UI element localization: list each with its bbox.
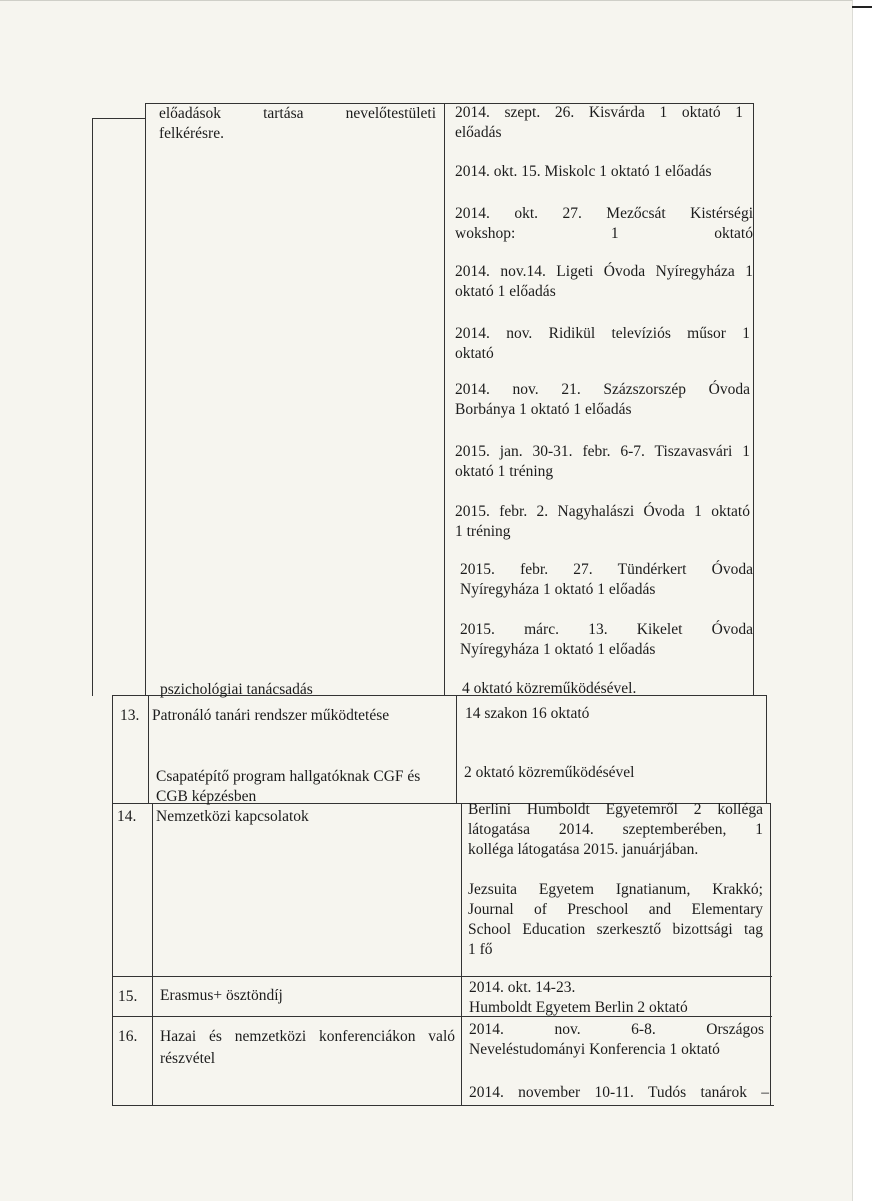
detail-summary: 2 oktató közreműködésével <box>464 764 635 781</box>
table-rule <box>753 103 754 696</box>
table-rule <box>456 695 457 803</box>
detail-entry: 2014. szept. 26. Kisvárda 1 oktató 1 előadás <box>455 104 743 141</box>
row-number: 16. <box>118 1028 138 1045</box>
row-number: 15. <box>118 988 138 1005</box>
detail-entry: 2015. jan. 30-31. febr. 6-7. Tiszavasvári 1 oktató 1 tréning <box>455 443 750 480</box>
detail-entry: Jezsuita Egyetem Ignatianum, Krakkó; Journal of Preschool and Elementary School Education szerkesztő bizottsági tag 1 fő <box>468 881 763 958</box>
row-details: 14 szakon 16 oktató <box>465 705 590 722</box>
detail-summary: 4 oktató közreműködésével. <box>462 680 637 697</box>
row-activity: Hazai és nemzetközi konferenciákon való részvétel <box>160 1028 455 1067</box>
table-rule <box>92 118 145 119</box>
detail-entry: 2014. okt. 15. Miskolc 1 oktató 1 előadás <box>455 163 712 180</box>
table-rule <box>152 803 153 1106</box>
detail-entry: 2015. márc. 13. Kikelet Óvoda Nyíregyháza 1 oktató 1 előadás <box>460 621 753 658</box>
table-rule <box>112 1105 774 1106</box>
table-rule <box>112 976 772 977</box>
table-rule <box>145 103 146 696</box>
row-activity: Erasmus+ ösztöndíj <box>160 987 283 1004</box>
table-rule <box>444 103 445 696</box>
row-number: 14. <box>117 808 137 825</box>
detail-entry: 2015. febr. 2. Nagyhalászi Óvoda 1 oktató 1 tréning <box>455 503 750 540</box>
table-rule <box>766 695 767 803</box>
table-rule <box>112 695 113 1106</box>
row-activity-extra: Csapatépítő program hallgatóknak CGF és CGB képzésben <box>156 768 421 805</box>
detail-entry: 2014. nov.14. Ligeti Óvoda Nyíregyháza 1 oktató 1 előadás <box>455 263 753 300</box>
activity-line: előadások tartása nevelőtestületi <box>159 105 436 122</box>
activity-line: felkérésre. <box>159 125 224 142</box>
table-rule <box>461 803 462 1106</box>
row-activity-extra: pszichológiai tanácsadás <box>160 681 313 698</box>
detail-entry: 2014. nov. 21. Százszorszép Óvoda Borbánya 1 oktató 1 előadás <box>455 381 750 418</box>
table-rule <box>148 695 149 803</box>
table-rule <box>92 118 93 696</box>
table-rule <box>770 803 771 1106</box>
detail-entry: 2014. nov. Ridikül televíziós műsor 1 oktató <box>455 325 750 362</box>
row-details: 2014. okt. 14-23. Humboldt Egyetem Berlin 2 oktató <box>469 979 688 1016</box>
detail-entry: 2014. november 10-11. Tudós tanárok – <box>469 1084 769 1101</box>
detail-entry: 2014. nov. 6-8. Országos Neveléstudományi Konferencia 1 oktató <box>469 1021 764 1058</box>
row-number: 13. <box>120 707 140 724</box>
row-activity <box>159 104 436 144</box>
detail-entry: Berlini Humboldt Egyetemről 2 kolléga látogatása 2014. szeptemberében, 1 kolléga látogatása 2015. januárjában. <box>468 801 763 858</box>
row-activity: Patronáló tanári rendszer működtetése <box>152 707 390 724</box>
detail-entry: 2014. okt. 27. Mezőcsát Kistérségi wokshop: 1 oktató <box>455 205 753 242</box>
detail-entry: 2015. febr. 27. Tündérkert Óvoda Nyíregyháza 1 oktató 1 előadás <box>460 561 753 598</box>
row-activity: Nemzetközi kapcsolatok <box>156 808 309 825</box>
